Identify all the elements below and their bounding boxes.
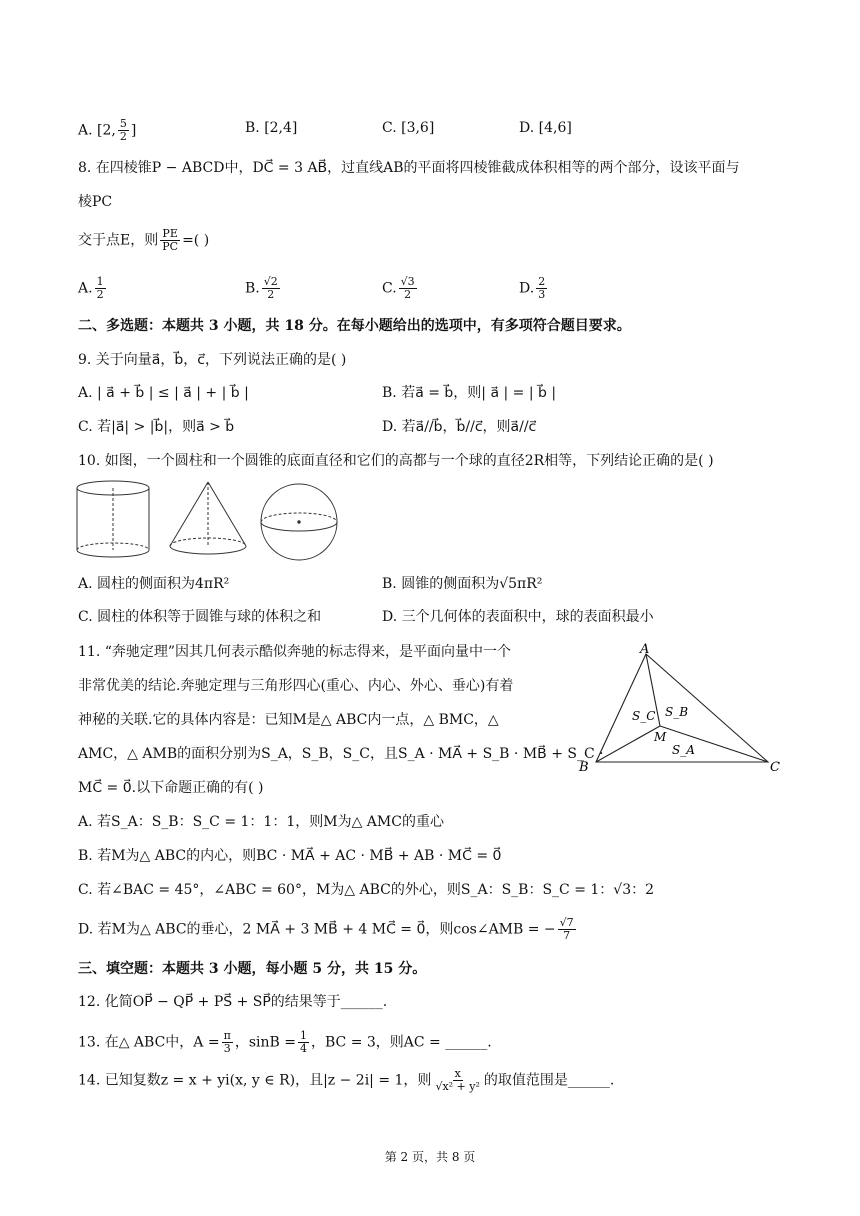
vertex-label-c: C bbox=[770, 760, 780, 775]
q9-option-a: A. | a⃗ + b⃗ | ≤ | a⃗ | + | b⃗ | bbox=[78, 385, 249, 401]
q10-option-c: C. 圆柱的体积等于圆锥与球的体积之和 bbox=[78, 609, 322, 625]
q13-stem: 13. 在△ ABC中，A = $\frac{\pi}{3}$ ，sinB = $\frac{1}{4}$ ，BC = 3，则AC = ______. bbox=[78, 1029, 492, 1055]
q8-stem-line3: 交于点E，则 $\frac{PE}{PC}$ =( ) bbox=[78, 227, 210, 253]
q12-stem: 12. 化简OP⃗ − QP⃗ + PS⃗ + SP⃗的结果等于______. bbox=[78, 994, 388, 1010]
q11-option-b: B. 若M为△ ABC的内心，则BC · MA⃗ + AC · MB⃗ + AB · MC⃗ = 0⃗ bbox=[78, 848, 502, 864]
q11-stem-line5: MC⃗ = 0⃗.以下命题正确的有( ) bbox=[78, 780, 264, 796]
q11-stem-line2: 非常优美的结论.奔驰定理与三角形四心(重心、内心、外心、垂心)有着 bbox=[78, 678, 514, 694]
q9-stem: 9. 关于向量a⃗，b⃗，c⃗，下列说法正确的是( ) bbox=[78, 352, 347, 368]
q9-option-b: B. 若a⃗ = b⃗，则| a⃗ | = | b⃗ | bbox=[382, 385, 557, 401]
vertex-label-a: A bbox=[640, 642, 650, 657]
q10-stem: 10. 如图，一个圆柱和一个圆锥的底面直径和它们的高都与一个球的直径2R相等，下列结论正确的是( ) bbox=[78, 453, 714, 469]
q9-option-c: C. 若|a⃗| > |b⃗|，则a⃗ > b⃗ bbox=[78, 419, 235, 435]
q11-option-c: C. 若∠BAC = 45°，∠ABC = 60°，M为△ ABC的外心，则S_A：S_B：S_C = 1：√3：2 bbox=[78, 882, 655, 898]
cylinder-figure bbox=[77, 481, 149, 557]
mercedes-benz-theorem-figure bbox=[574, 640, 784, 780]
area-label-sc: S_C bbox=[632, 709, 656, 723]
q7-option-a: A. [2, $\frac{5}{2}$ ] bbox=[78, 117, 137, 143]
q10-solids-figure bbox=[74, 478, 346, 562]
q7-option-c: C. [3,6] bbox=[382, 120, 435, 136]
q11-option-d: D. 若M为△ ABC的垂心，2 MA⃗ + 3 MB⃗ + 4 MC⃗ = 0⃗，则cos∠AMB = − $\frac{√7}{7}$ bbox=[78, 916, 574, 942]
sphere-figure bbox=[261, 484, 337, 560]
q8-option-a: A. $\frac{1}{2}$ bbox=[78, 275, 104, 301]
q8-stem-line2: 棱PC bbox=[78, 194, 113, 210]
q11-option-a: A. 若S_A：S_B：S_C = 1：1：1，则M为△ AMC的重心 bbox=[78, 814, 444, 830]
q10-option-d: D. 三个几何体的表面积中，球的表面积最小 bbox=[382, 609, 654, 625]
q8-stem-line1: 8. 在四棱锥P − ABCD中，DC⃗ = 3 AB⃗，过直线AB的平面将四棱锥截成体积相等的两个部分，设该平面与 bbox=[78, 160, 740, 176]
vertex-label-b: B bbox=[579, 760, 589, 775]
q11-stem-line4: AMC，△ AMB的面积分别为S_A，S_B，S_C，且S_A · MA⃗ + S_B · MB⃗ + S_C · bbox=[78, 746, 604, 762]
q9-option-d: D. 若a⃗//b⃗，b⃗//c⃗，则a⃗//c⃗ bbox=[382, 419, 537, 435]
q10-option-b: B. 圆锥的侧面积为√5πR² bbox=[382, 576, 543, 592]
q7-option-d: D. [4,6] bbox=[519, 120, 572, 136]
q11-stem-line3: 神秘的关联.它的具体内容是：已知M是△ ABC内一点，△ BMC，△ bbox=[78, 712, 499, 728]
q10-option-a: A. 圆柱的侧面积为4πR² bbox=[78, 576, 230, 592]
q14-stem: 14. 已知复数z = x + yi(x, y ∈ R)，且|z − 2i| = 1，则 $\frac{x}{\text{√x² + y²}}$ 的取值范围是______. bbox=[78, 1067, 615, 1093]
section-3-heading: 三、填空题：本题共 3 小题，每小题 5 分，共 15 分。 bbox=[78, 961, 427, 977]
point-label-m: M bbox=[654, 730, 667, 744]
area-label-sa: S_A bbox=[672, 743, 695, 757]
page-footer: 第 2 页，共 8 页 bbox=[384, 1150, 476, 1164]
q8-option-b: B. $\frac{√2}{2}$ bbox=[245, 275, 278, 301]
area-label-sb: S_B bbox=[665, 705, 689, 719]
q11-stem-line1: 11. “奔驰定理”因其几何表示酷似奔驰的标志得来，是平面向量中一个 bbox=[78, 644, 512, 660]
q7-option-b: B. [2,4] bbox=[245, 120, 298, 136]
cone-figure bbox=[170, 482, 246, 554]
section-2-heading: 二、多选题：本题共 3 小题，共 18 分。在每小题给出的选项中，有多项符合题目要求。 bbox=[78, 318, 631, 334]
q8-option-c: C. $\frac{√3}{2}$ bbox=[382, 275, 415, 301]
q8-option-d: D. $\frac{2}{3}$ bbox=[519, 275, 546, 301]
